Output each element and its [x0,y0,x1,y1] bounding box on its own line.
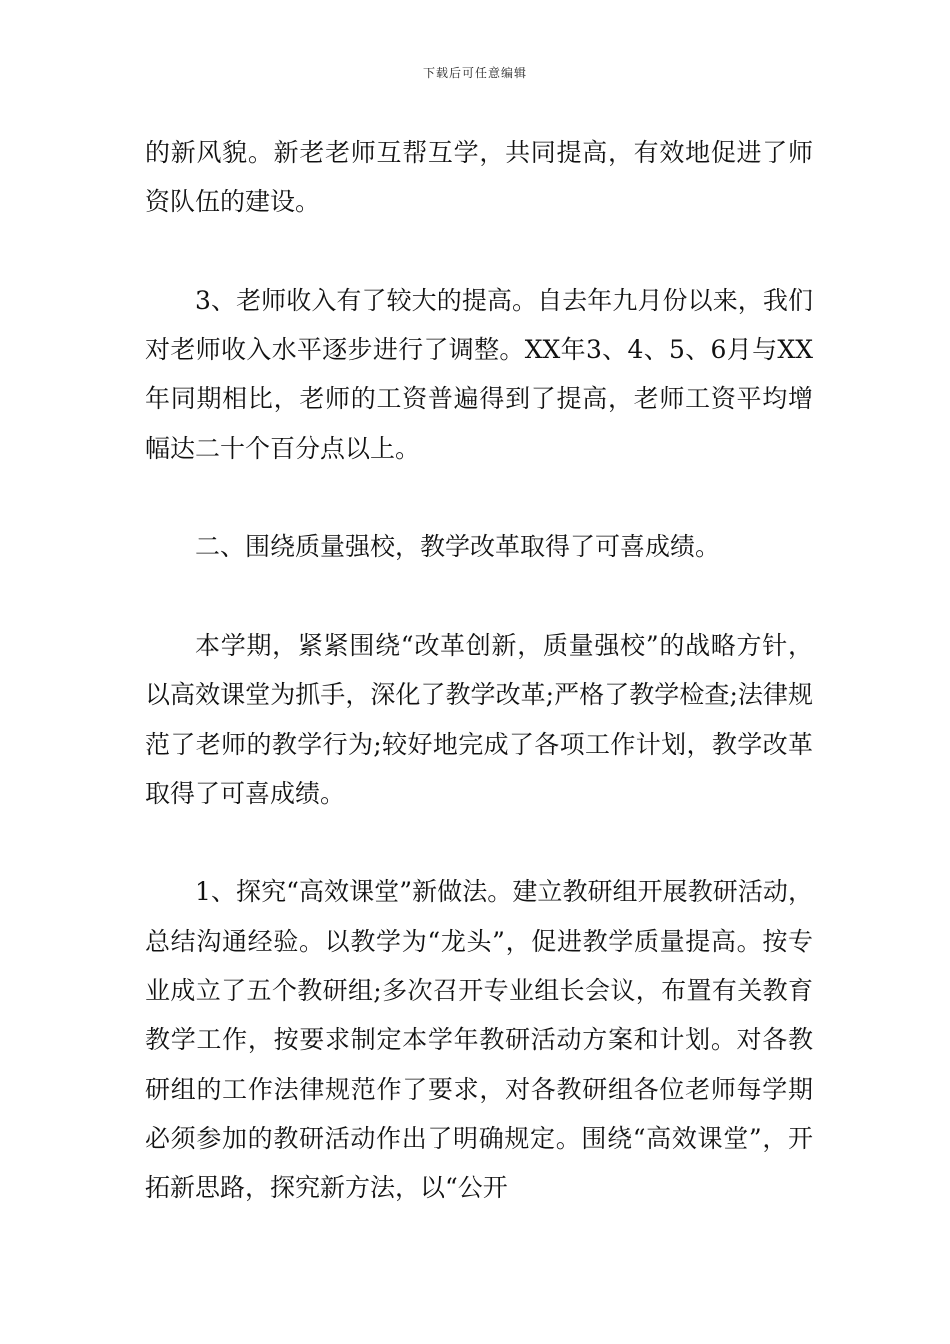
paragraph-gap [145,473,813,522]
paragraph-gap [145,818,813,867]
paragraph-efficient-classroom: 1、探究“高效课堂”新做法。建立教研组开展教研活动，总结沟通经验。以教学为“龙头”，促进教学质量提高。按专业成立了五个教研组;多次召开专业组长会议，布置有关教育教学工作，按要求制定本学年教研活动方案和计划。对各教研组的工作法律规范作了要求，对各教研组各位老师每学期必须参加的教研活动作出了明确规定。围绕“高效课堂”，开拓新思路，探究新方法，以“公开 [145,877,813,1203]
section-heading-quality: 二、围绕质量强校，教学改革取得了可喜成绩。 [195,532,721,562]
paragraph-semester-summary: 本学期，紧紧围绕“改革创新，质量强校”的战略方针，以高效课堂为抓手，深化了教学改革;严格了教学检查;法律规范了老师的教学行为;较好地完成了各项工作计划，教学改革取得了可喜成绩。 [145,630,813,808]
paragraph-continuation: 的新风貌。新老老师互帮互学，共同提高，有效地促进了师资队伍的建设。 [145,138,813,217]
paragraph-gap [145,227,813,276]
paragraph-gap [145,572,813,621]
document-body [145,128,813,1213]
page-header: 下载后可任意编辑 [422,66,527,80]
paragraph-teacher-income: 3、老师收入有了较大的提高。自去年九月份以来，我们对老师收入水平逐步进行了调整。XX年3、4、5、6月与XX年同期相比，老师的工资普遍得到了提高，老师工资平均增幅达二十个百分点以上。 [145,285,813,463]
